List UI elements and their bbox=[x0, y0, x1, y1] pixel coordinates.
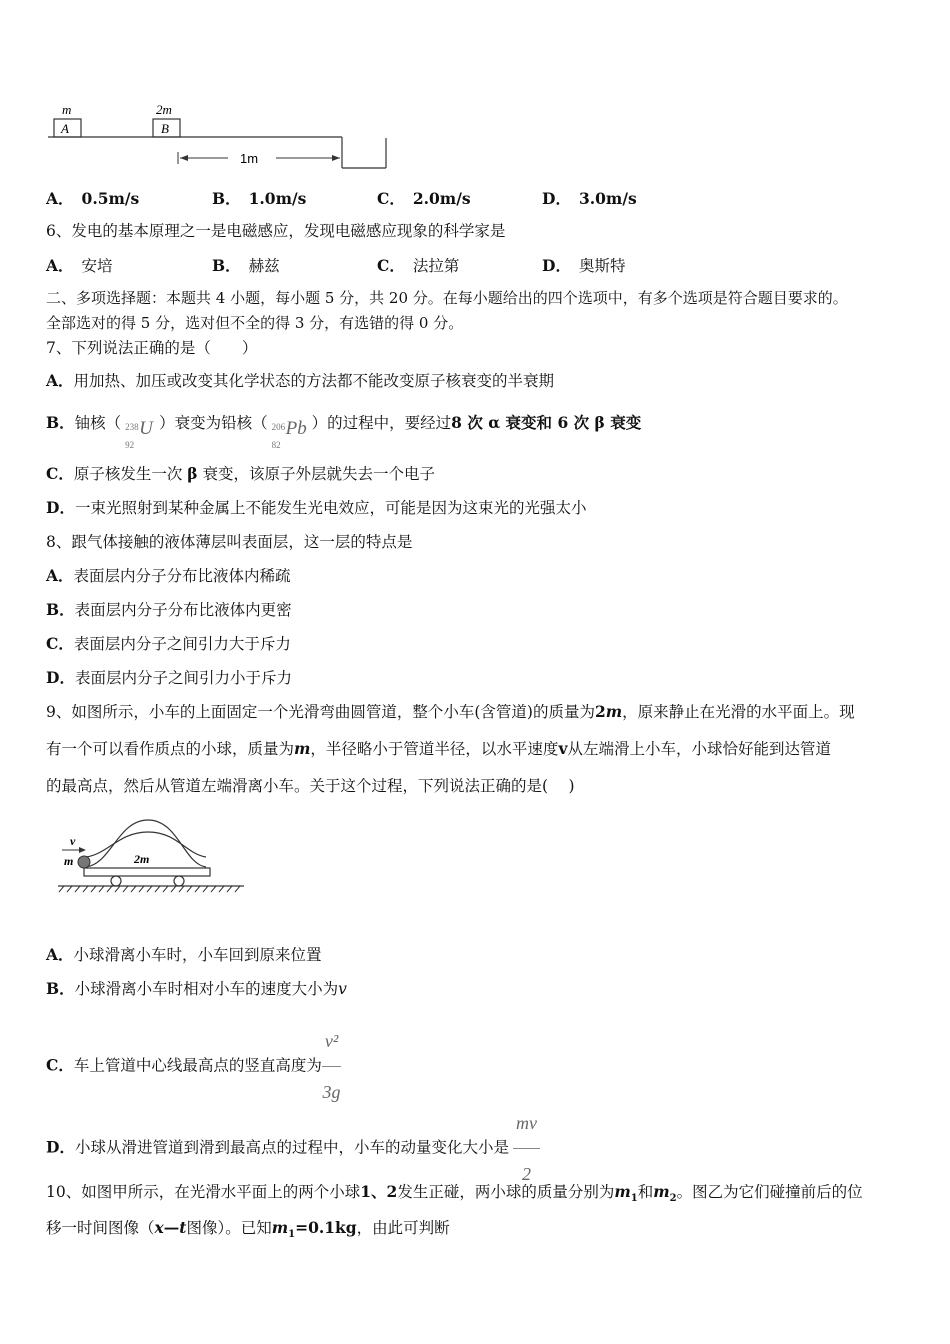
q9-option-d: D．小球从滑进管道到滑到最高点的过程中，小车的动量变化大小是 $\frac{mv}{2}$ bbox=[46, 1098, 540, 1148]
q7-option-d: D．一束光照射到某种金属上不能发生光电效应，可能是因为这束光的光强太小 bbox=[46, 498, 587, 517]
cart-mass-label: 2m bbox=[134, 852, 150, 866]
q8-option-b: B．表面层内分子分布比液体内更密 bbox=[46, 600, 292, 619]
q7-option-c: C．原子核发生一次 β 衰变，该原子外层就失去一个电子 bbox=[46, 464, 436, 483]
block-b-label: B bbox=[161, 121, 169, 136]
q5-option-c: C． 2.0m/s bbox=[377, 189, 471, 208]
q5-option-a: A． 0.5m/s bbox=[46, 189, 140, 208]
q9-stem-line1: 9、如图所示，小车的上面固定一个光滑弯曲圆管道，整个小车(含管道)的质量为2m，原来静止在光滑的水平面上。现 bbox=[46, 702, 855, 721]
q6-stem: 6、发电的基本原理之一是电磁感应，发现电磁感应现象的科学家是 bbox=[46, 222, 506, 240]
ball bbox=[78, 856, 90, 868]
q8-option-a: A．表面层内分子分布比液体内稀疏 bbox=[46, 566, 291, 585]
ball-mass-label: m bbox=[64, 854, 74, 868]
uranium-nuclide: 238 92 U bbox=[125, 418, 153, 450]
cart-wheel-left bbox=[111, 876, 121, 886]
cart-body bbox=[84, 868, 210, 876]
distance-label: 1m bbox=[240, 151, 259, 166]
q6-option-d: D． 奥斯特 bbox=[542, 256, 626, 275]
q8-option-c: C．表面层内分子之间引力大于斥力 bbox=[46, 634, 291, 653]
q9-stem-line2: 有一个可以看作质点的小球，质量为m，半径略小于管道半径，以水平速度v从左端滑上小车，小球恰好能到达管道 bbox=[46, 739, 831, 758]
q6-option-c: C． 法拉第 bbox=[377, 256, 460, 275]
section2-instructions-line1: 二、多项选择题：本题共 4 小题，每小题 5 分，共 20 分。在每小题给出的四个选项中，有多个选项是符合题目要求的。 bbox=[46, 289, 848, 307]
q8-stem: 8、跟气体接触的液体薄层叫表面层，这一层的特点是 bbox=[46, 533, 413, 551]
q7-option-b: B．铀核（ 238 92 U ）衰变为铅核（ 206 82 Pb ）的过程中，要经过8 次 α 衰变和 6 次 β 衰变 bbox=[46, 403, 641, 443]
q5-option-b: B． 1.0m/s bbox=[212, 189, 307, 208]
q9-option-c: C．车上管道中心线最高点的竖直高度为 $\frac{\text{v²}}{3g}$ bbox=[46, 1016, 341, 1066]
q9-option-a: A．小球滑离小车时，小车回到原来位置 bbox=[46, 945, 322, 964]
q7-option-a: A．用加热、加压或改变其化学状态的方法都不能改变原子核衰变的半衰期 bbox=[46, 371, 555, 390]
q6-option-b: B． 赫兹 bbox=[212, 256, 280, 275]
cart-tube-figure bbox=[56, 812, 246, 896]
q9-stem-line3: 的最高点，然后从管道左端滑离小车。关于这个过程，下列说法正确的是( ) bbox=[46, 777, 575, 795]
collision-track-figure bbox=[46, 100, 396, 176]
lead-nuclide: 206 82 Pb bbox=[271, 418, 307, 450]
q10-stem-line2: 移一时间图像（x—t图像）。已知$m_1=0.1kg$，由此可判断 bbox=[46, 1218, 450, 1241]
q8-option-d: D．表面层内分子之间引力小于斥力 bbox=[46, 668, 292, 687]
block-a-mass-label: m bbox=[62, 102, 72, 117]
section2-instructions-line2: 全部选对的得 5 分，选对但不全的得 3 分，有选错的得 0 分。 bbox=[46, 314, 464, 332]
q6-option-a: A． 安培 bbox=[46, 256, 113, 275]
block-a-label: A bbox=[61, 121, 69, 136]
cart-wheel-right bbox=[174, 876, 184, 886]
q9-option-b: B．小球滑离小车时相对小车的速度大小为v bbox=[46, 979, 347, 998]
block-b-mass-label: 2m bbox=[156, 102, 172, 117]
height-fraction: $\frac{\text{v²}}{3g}$ bbox=[322, 1016, 341, 1117]
momentum-fraction: $\frac{mv}{2}$ bbox=[513, 1098, 540, 1199]
q7-stem: 7、下列说法正确的是（ ） bbox=[46, 339, 258, 357]
q5-option-d: D． 3.0m/s bbox=[542, 189, 637, 208]
q10-stem-line1: 10、如图甲所示，在光滑水平面上的两个小球1、2发生正碰，两小球的质量分别为$m_1$和$m_2$。图乙为它们碰撞前后的位 bbox=[46, 1182, 863, 1205]
velocity-label: v bbox=[70, 834, 76, 848]
